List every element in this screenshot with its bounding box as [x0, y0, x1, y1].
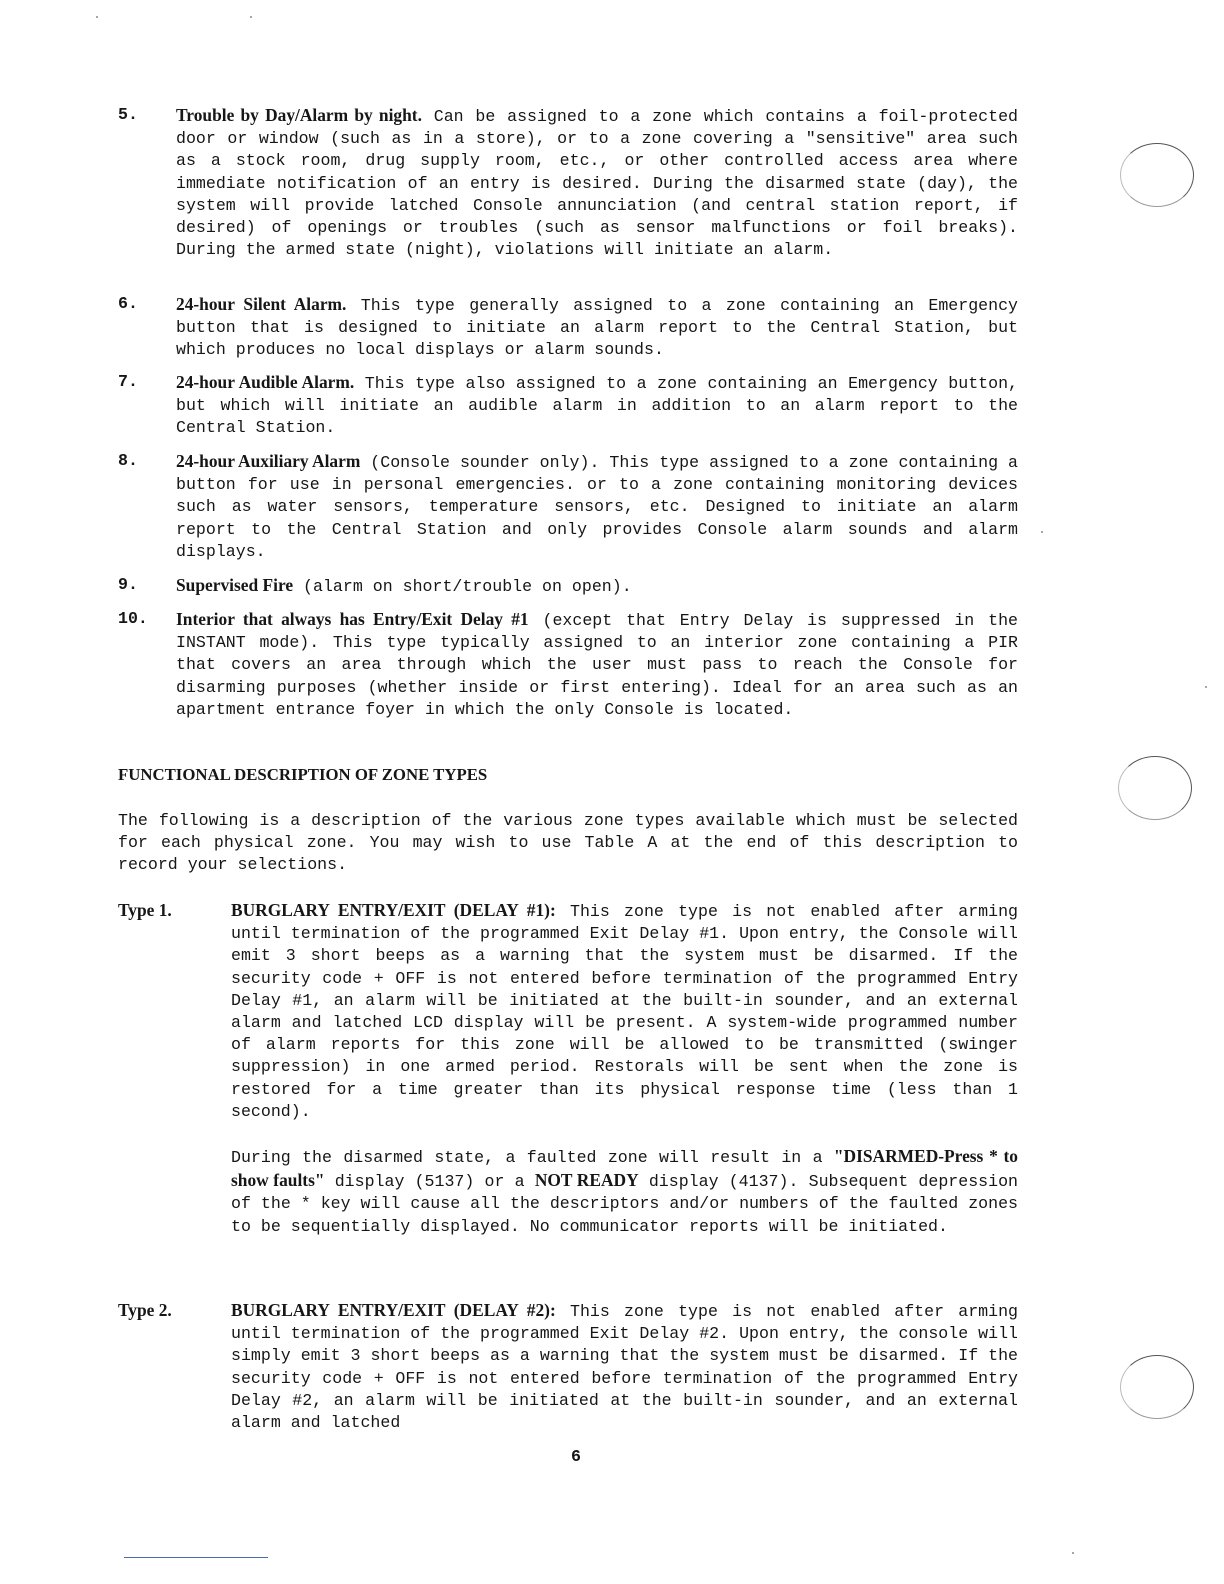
punch-hole-icon	[1120, 1355, 1194, 1419]
zone-type-10	[118, 608, 1018, 721]
item-title: Supervised Fire	[176, 575, 294, 595]
item-title: 24-hour Auxiliary Alarm	[176, 451, 361, 471]
punch-hole-icon	[1118, 756, 1192, 820]
item-text: (Console sounder only). This type assigned to a zone containing a button for use in personal emergencies. or to a zone containing monitoring devices such as water sensors, temperature sensors, etc. Designed to initiate an alarm report to the Central Station and only provides Console alarm sounds and alarm displays.	[176, 453, 1018, 561]
zone-type-8	[118, 450, 1018, 563]
item-text: This type also assigned to a zone containing an Emergency button, but which will initiate an audible alarm in addition to an alarm report to the Central Station.	[176, 374, 1018, 438]
item-title: 24-hour Silent Alarm.	[176, 294, 347, 314]
type-title: BURGLARY ENTRY/EXIT (DELAY #2):	[231, 1300, 556, 1320]
zone-type-9	[118, 574, 1018, 598]
type-text: display (5137) or a	[324, 1172, 535, 1192]
scan-speck	[96, 16, 98, 18]
type-text: During the disarmed state, a faulted zone will result in a	[231, 1148, 834, 1168]
type-text: This zone type is not enabled after arming until termination of the programmed Exit Delay #1. Upon entry, the Console will emit 3 short beeps as a warning that the system must be disarmed. If the security code + OFF is not entered before termination of the programmed Entry Delay #1, an alarm will be initiated at the built-in sounder, and an external alarm and latched LCD display will be present. A system-wide programmed number of alarm reports for this zone will be allowed to be transmitted (swinger suppression) in one armed period. Restorals will be sent when the zone is restored for a time greater than its physical response time (less than 1 second).	[231, 902, 1018, 1121]
item-body	[176, 293, 1018, 362]
emphasis-text: "DISARMED-Press * to show faults"	[231, 1146, 1018, 1191]
scan-speck	[250, 16, 252, 18]
intro-paragraph: The following is a description of the various zone types available which must be selected for each physical zone. You may wish to use Table A at the end of this description to record your selections.	[118, 811, 1018, 875]
item-body	[176, 371, 1018, 440]
type-label: Type 1.	[118, 900, 172, 920]
type-title: BURGLARY ENTRY/EXIT (DELAY #1):	[231, 900, 556, 920]
scan-speck	[1072, 1552, 1074, 1554]
item-text: (except that Entry Delay is suppressed in the INSTANT mode). This type typically assigned to an interior zone containing a PIR that covers an area through which the user must pass to reach the Console for disarming purposes (whether inside or first entering). Ideal for an area such as an apartment entrance foyer in which the only Console is located.	[176, 611, 1018, 719]
item-title: Interior that always has Entry/Exit Delay #1	[176, 609, 529, 629]
punch-hole-icon	[1120, 143, 1194, 207]
item-title: Trouble by Day/Alarm by night.	[176, 105, 422, 125]
item-body	[176, 104, 1018, 261]
item-text: This type generally assigned to a zone containing an Emergency button that is designed to initiate an alarm report to the Central Station, but which produces no local displays or alarm sounds.	[176, 296, 1018, 360]
section-heading: FUNCTIONAL DESCRIPTION OF ZONE TYPES	[118, 765, 488, 784]
emphasis-text: NOT READY	[534, 1170, 639, 1191]
type-paragraph-2	[231, 1145, 1018, 1238]
scan-speck	[1205, 686, 1207, 688]
item-number: 8.	[118, 451, 138, 470]
type-label: Type 2.	[118, 1300, 172, 1320]
page-number: 6	[571, 1447, 581, 1466]
type-body	[231, 899, 1018, 1238]
zone-type-5	[118, 104, 1018, 261]
item-number: 7.	[118, 372, 138, 391]
type-2	[118, 1299, 1018, 1456]
footer-rule	[124, 1557, 268, 1558]
item-text: Can be assigned to a zone which contains a foil-protected door or window (such as in a store), or to a zone covering a "sensitive" area such as a stock room, drug supply room, etc., or other controlled access area where immediate notification of an entry is desired. During the disarmed state (day), the system will provide latched Console annunciation (and central station report, if desired) of openings or troubles (such as sensor malfunctions or foil breaks). During the armed state (night), violations will initiate an alarm.	[176, 107, 1018, 260]
item-body	[176, 608, 1018, 721]
zone-type-6	[118, 293, 1018, 362]
item-body	[176, 574, 1018, 598]
type-1	[118, 899, 1018, 1260]
item-number: 5.	[118, 105, 138, 124]
item-number: 9.	[118, 575, 138, 594]
scan-speck	[1041, 531, 1043, 533]
type-paragraph	[231, 899, 1018, 1123]
item-text: (alarm on short/trouble on open).	[293, 577, 632, 596]
type-body	[231, 1299, 1018, 1434]
zone-type-7	[118, 371, 1018, 440]
item-number: 6.	[118, 294, 138, 313]
item-number: 10.	[118, 609, 148, 628]
type-text: display (4137). Subsequent depression of the * key will cause all the descriptors and/or numbers of the faulted zones to be sequentially displayed. No communicator reports will be initiated.	[231, 1172, 1018, 1236]
item-body	[176, 450, 1018, 563]
item-title: 24-hour Audible Alarm.	[176, 372, 355, 392]
type-text: This zone type is not enabled after arming until termination of the programmed Exit Delay #2. Upon entry, the console will simply emit 3 short beeps as a warning that the system must be disarmed. If the security code + OFF is not entered before termination of the programmed Entry Delay #2, an alarm will be initiated at the built-in sounder, and an external alarm and latched	[231, 1302, 1018, 1433]
type-paragraph	[231, 1299, 1018, 1434]
